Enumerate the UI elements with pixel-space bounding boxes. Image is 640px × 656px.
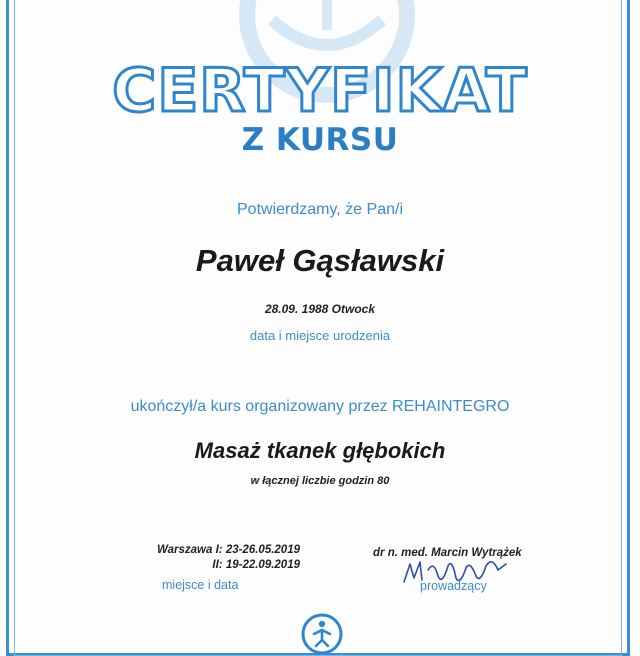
birth-label: data i miejsce urodzenia <box>249 328 391 343</box>
recipient-name: Paweł Gąsławski <box>195 243 445 278</box>
place-line-1: Warszawa I: 23-26.05.2019 <box>157 544 300 556</box>
birth-info: 28.09. 1988 Otwock <box>264 302 376 316</box>
course-name: Masaż tkanek głębokich <box>194 438 446 463</box>
certificate-title: CERTYFIKAT <box>112 56 528 126</box>
place-and-dates <box>130 543 300 573</box>
lecturer-name: dr n. med. Marcin Wytrążek <box>373 547 522 559</box>
place-label: miejsce i data <box>162 578 239 592</box>
lecturer-label: prowadzący <box>420 579 487 593</box>
rehaintegro-logo-icon <box>300 612 344 656</box>
certificate-subtitle: Z KURSU <box>241 122 399 158</box>
hours-text: w łącznej liczbie godzin 80 <box>250 475 390 487</box>
place-line-2: II: 19-22.09.2019 <box>212 559 300 571</box>
completed-text: ukończył/a kurs organizowany przez REHAINTEGRO <box>130 398 510 415</box>
confirm-text: Potwierdzamy, że Pan/i <box>237 201 403 218</box>
